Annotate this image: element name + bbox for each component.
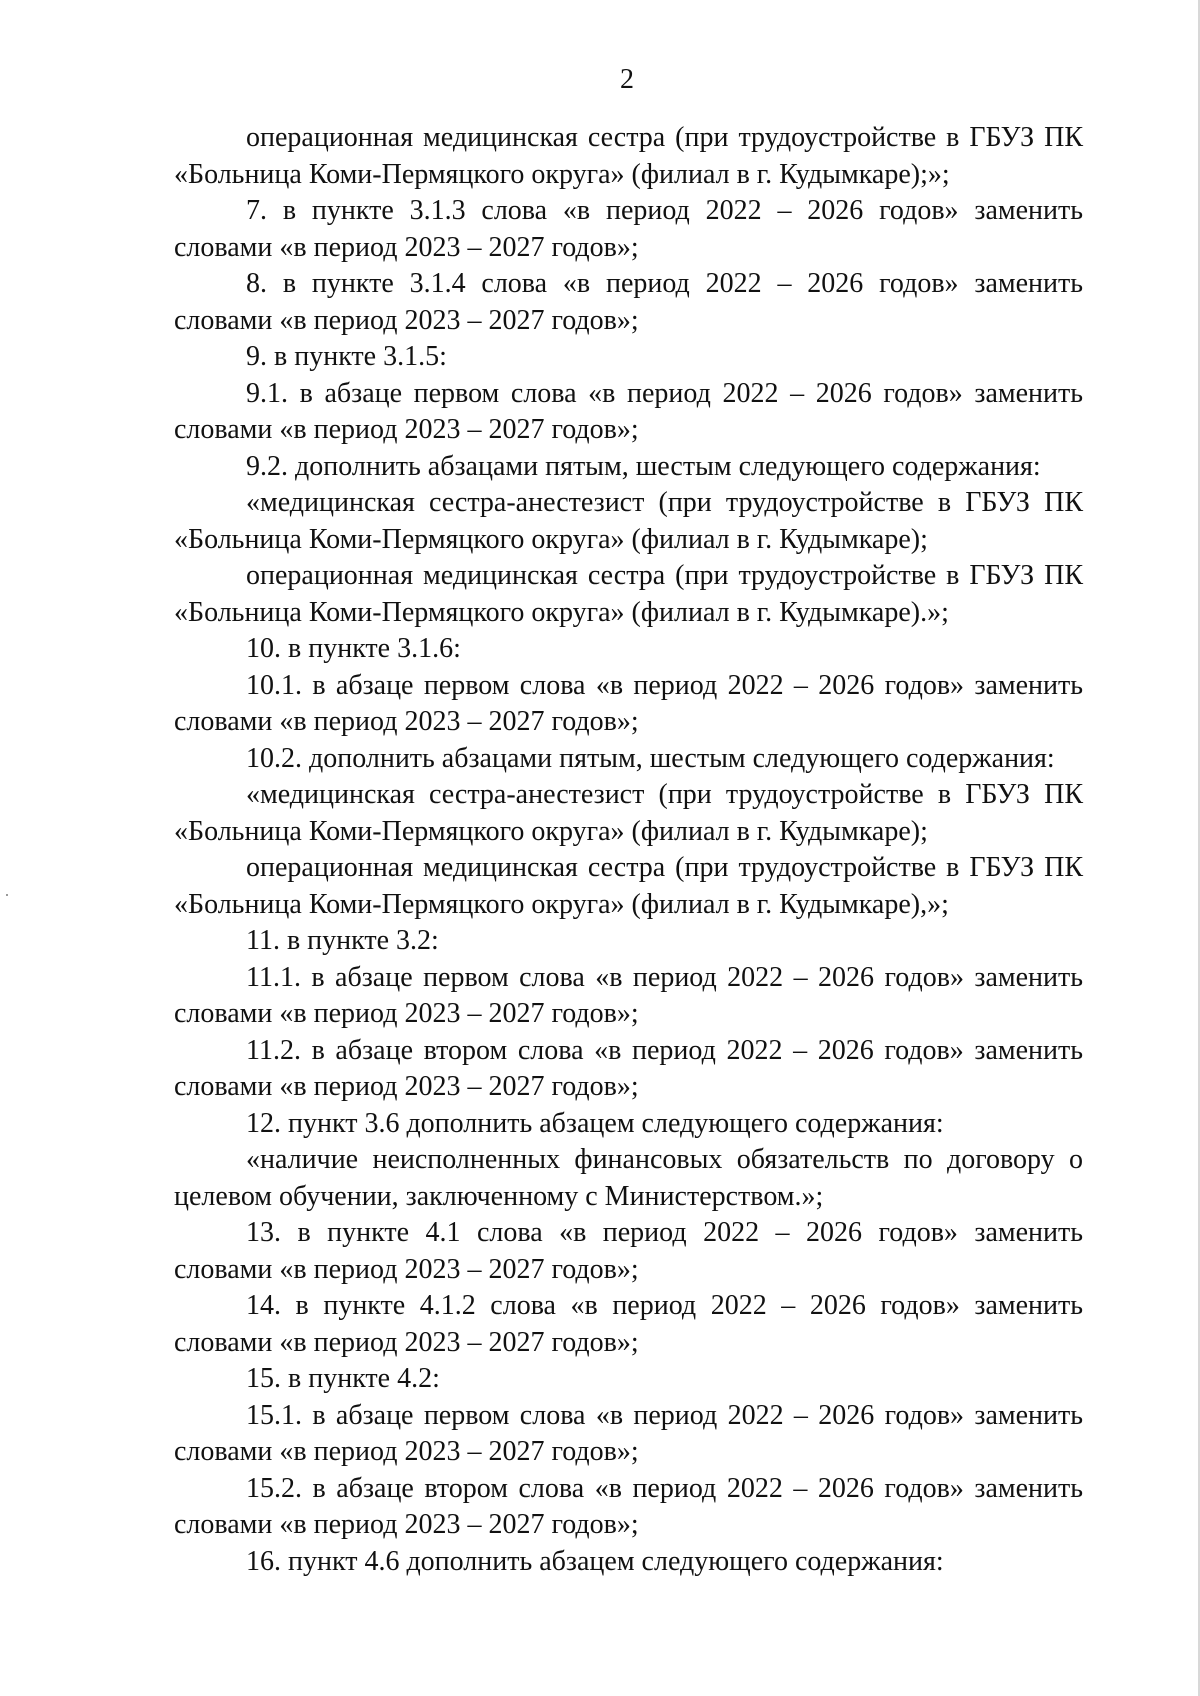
paragraph-5: 9.1. в абзаце первом слова «в период 2022 – 2026 годов» заменить словами «в период 2023 – 2027 годов»; [174,377,1083,445]
paragraph-4: 9. в пункте 3.1.5: [246,341,447,372]
paragraph-14: 11. в пункте 3.2: [246,925,439,956]
paragraph-3: 8. в пункте 3.1.4 слова «в период 2022 – 2026 годов» заменить словами «в период 2023 – 2027 годов»; [174,268,1083,336]
paragraph-20: 14. в пункте 4.1.2 слова «в период 2022 – 2026 годов» заменить словами «в период 2023 – 2027 годов»; [174,1290,1083,1358]
paragraph-2: 7. в пункте 3.1.3 слова «в период 2022 – 2026 годов» заменить словами «в период 2023 – 2027 годов»; [174,195,1083,263]
paragraph-21: 15. в пункте 4.2: [246,1363,440,1394]
paragraph-7: «медицинская сестра-анестезист (при трудоустройстве в ГБУЗ ПК «Больница Коми-Пермяцкого округа» (филиал в г. Кудымкаре); [174,487,1083,555]
paragraph-1: операционная медицинская сестра (при трудоустройстве в ГБУЗ ПК «Больница Коми-Пермяцкого округа» (филиал в г. Кудымкаре);»; [174,122,1083,190]
paragraph-8: операционная медицинская сестра (при трудоустройстве в ГБУЗ ПК «Больница Коми-Пермяцкого округа» (филиал в г. Кудымкаре).»; [174,560,1083,628]
paragraph-10: 10.1. в абзаце первом слова «в период 2022 – 2026 годов» заменить словами «в период 2023 – 2027 годов»; [174,669,1083,737]
paragraph-16: 11.2. в абзаце втором слова «в период 2022 – 2026 годов» заменить словами «в период 2023 – 2027 годов»; [174,1034,1083,1102]
paragraph-18: «наличие неисполненных финансовых обязательств по договору о целевом обучении, заключенному с Министерством.»; [174,1144,1083,1212]
paragraph-13: операционная медицинская сестра (при трудоустройстве в ГБУЗ ПК «Больница Коми-Пермяцкого округа» (филиал в г. Кудымкаре),»; [174,852,1083,920]
paragraph-9: 10. в пункте 3.1.6: [246,633,461,664]
document-body [174,120,1083,1580]
paragraph-24: 16. пункт 4.6 дополнить абзацем следующего содержания: [246,1545,944,1577]
paragraph-15: 11.1. в абзаце первом слова «в период 2022 – 2026 годов» заменить словами «в период 2023 – 2027 годов»; [174,961,1083,1029]
paragraph-12: «медицинская сестра-анестезист (при трудоустройстве в ГБУЗ ПК «Больница Коми-Пермяцкого округа» (филиал в г. Кудымкаре); [174,779,1083,847]
paragraph-11: 10.2. дополнить абзацами пятым, шестым следующего содержания: [246,742,1055,774]
page-number: 2 [620,64,634,95]
paragraph-23: 15.2. в абзаце втором слова «в период 2022 – 2026 годов» заменить словами «в период 2023 – 2027 годов»; [174,1472,1083,1540]
paragraph-6: 9.2. дополнить абзацами пятым, шестым следующего содержания: [246,450,1041,482]
scan-artifact [6,894,8,896]
paragraph-19: 13. в пункте 4.1 слова «в период 2022 – 2026 годов» заменить словами «в период 2023 – 2027 годов»; [174,1217,1083,1285]
paragraph-22: 15.1. в абзаце первом слова «в период 2022 – 2026 годов» заменить словами «в период 2023 – 2027 годов»; [174,1399,1083,1467]
paragraph-17: 12. пункт 3.6 дополнить абзацем следующего содержания: [246,1107,944,1139]
